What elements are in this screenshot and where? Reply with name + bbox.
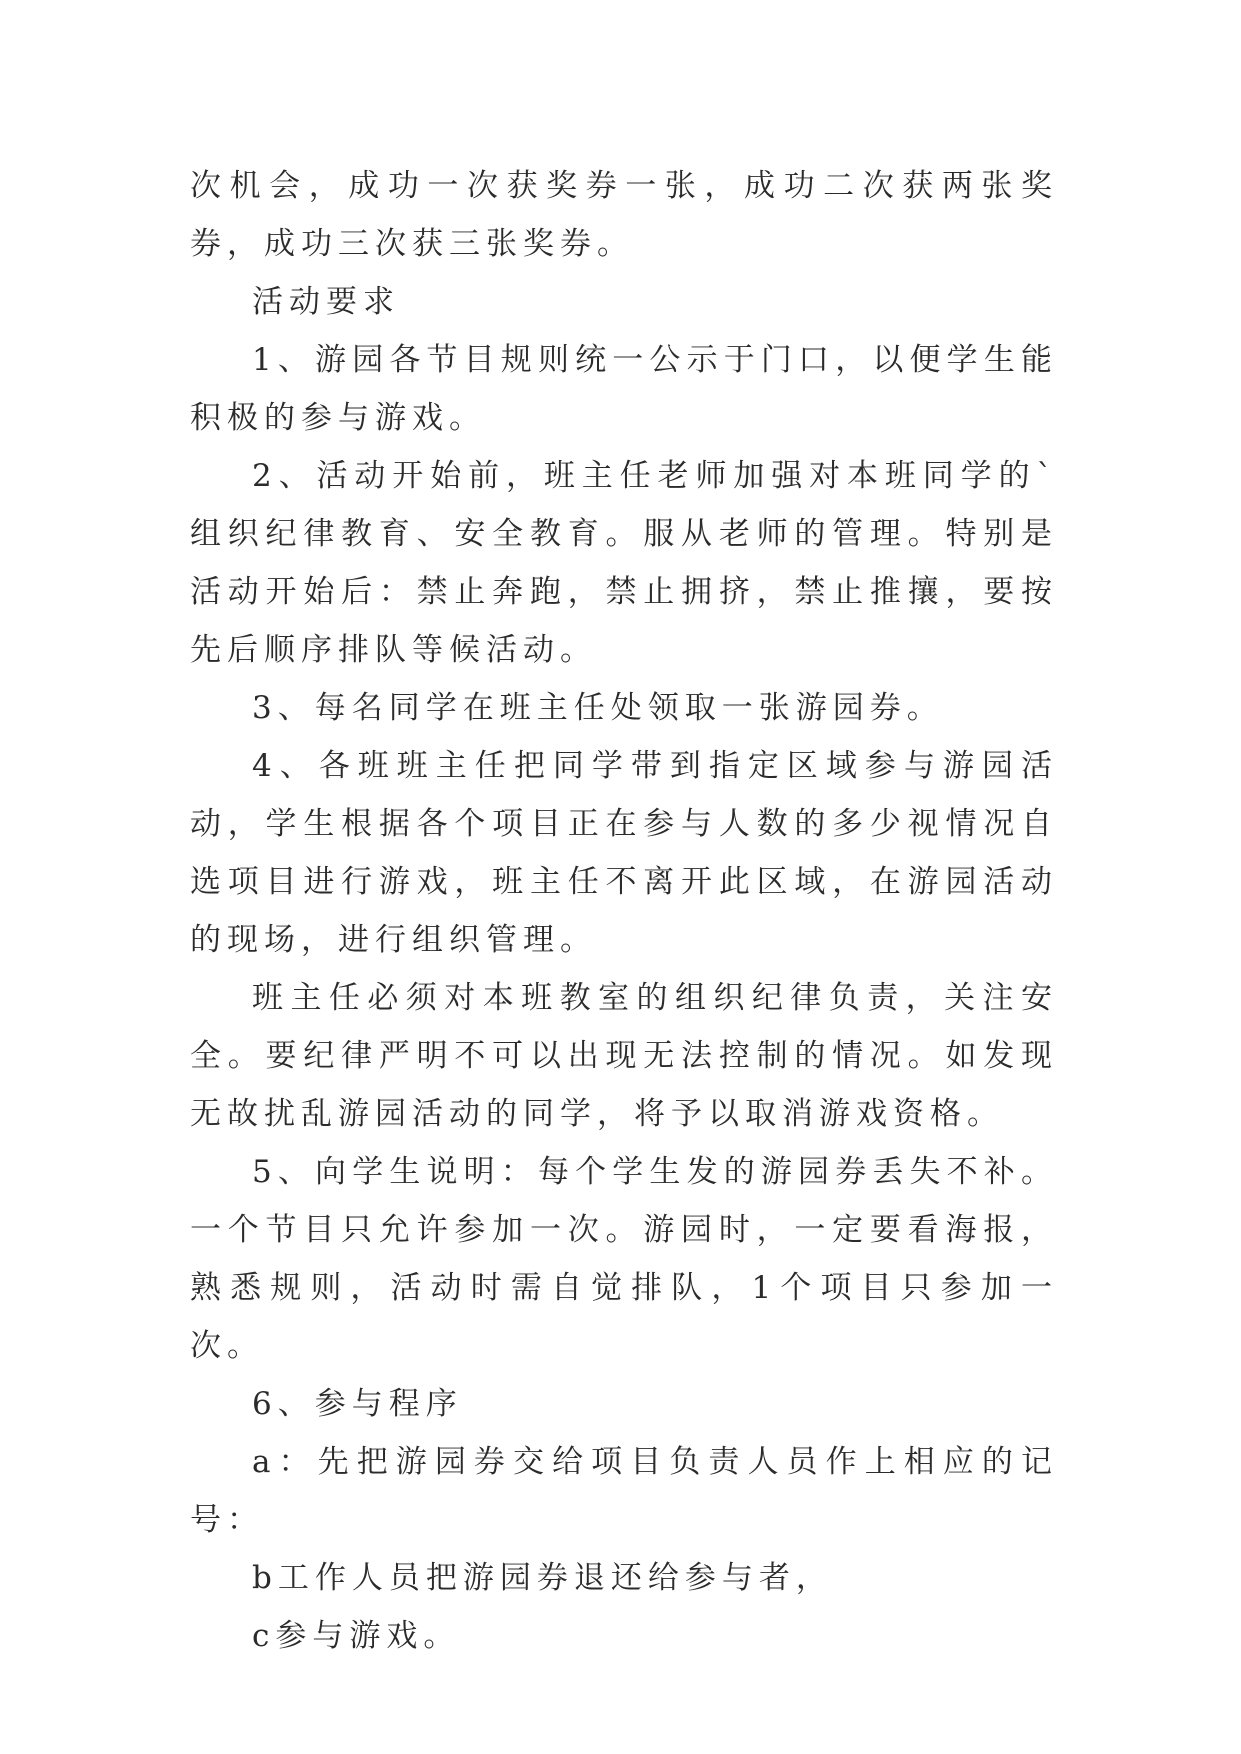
procedure-step-c: c参与游戏。: [252, 1618, 461, 1654]
document-body: [190, 157, 1058, 1665]
requirement-item-5: 5、向学生说明：每个学生发的游园券丢失不补。一个节目只允许参加一次。游园时，一定要看海报，熟悉规则，活动时需自觉排队，1个项目只参加一次。: [190, 1154, 1058, 1364]
requirement-item-1: 1、游园各节目规则统一公示于门口，以便学生能积极的参与游戏。: [190, 342, 1058, 436]
requirement-item-3: 3、每名同学在班主任处领取一张游园券。: [252, 690, 944, 726]
section-heading-activity-requirements: 活动要求: [252, 284, 400, 320]
procedure-step-b: b工作人员把游园券退还给参与者，: [252, 1560, 833, 1596]
requirement-item-2: 2、活动开始前，班主任老师加强对本班同学的`组织纪律教育、安全教育。服从老师的管理。特别是活动开始后：禁止奔跑，禁止拥挤，禁止推攘，要按先后顺序排队等候活动。: [190, 458, 1058, 668]
paragraph-class-teacher-responsibility: 班主任必须对本班教室的组织纪律负责，关注安全。要纪律严明不可以出现无法控制的情况。如发现无故扰乱游园活动的同学，将予以取消游戏资格。: [190, 980, 1058, 1132]
procedure-step-a: a：先把游园券交给项目负责人员作上相应的记号：: [190, 1444, 1058, 1538]
requirement-item-4: 4、各班班主任把同学带到指定区域参与游园活动，学生根据各个项目正在参与人数的多少视情况自选项目进行游戏，班主任不离开此区域，在游园活动的现场，进行组织管理。: [190, 748, 1058, 958]
paragraph-continuation: 次机会，成功一次获奖券一张，成功二次获两张奖券，成功三次获三张奖券。: [190, 168, 1058, 262]
requirement-item-6: 6、参与程序: [252, 1386, 463, 1422]
